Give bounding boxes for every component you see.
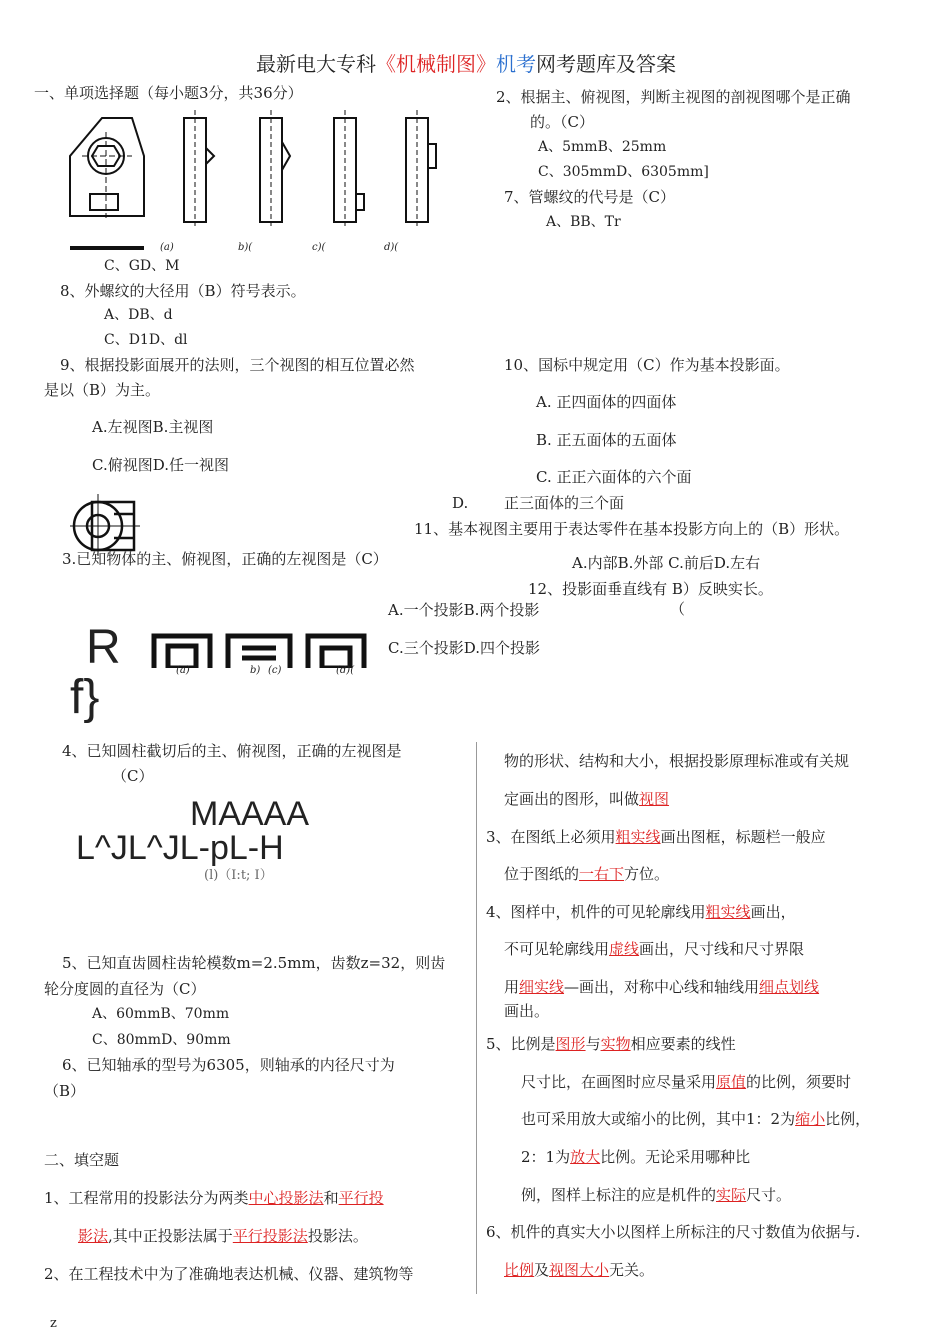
section-one-heading: 一、单项选择题（每小题3分，共36分） (34, 84, 303, 102)
page-title: 最新电大专科《机械制图》机考网考题库及答案 (256, 52, 676, 76)
fill-q4-line3: 用细实线—画出，对称中心线和轴线用细点划线 (504, 978, 820, 996)
q10-option-d-letter: D. (452, 494, 469, 512)
q10-option-a: A. 正四面体的四面体 (536, 393, 677, 411)
q10-option-d: 正三面体的三个面 (504, 494, 625, 512)
q10-option-b: B. 正五面体的五面体 (536, 431, 677, 449)
q9-line1: 9、根据投影面展开的法则，三个视图的相互位置必然 (60, 356, 415, 374)
q4-line1: 4、已知圆柱截切后的主、俯视图，正确的左视图是 (62, 742, 402, 760)
q8-option-a: A、DB、d (104, 307, 173, 323)
q7-option-a: A、BB、Tr (546, 214, 621, 230)
column-divider (476, 742, 477, 1294)
q12-option-c: C.三个投影D.四个投影 (388, 639, 540, 657)
q8-line1: 8、外螺纹的大径用（B）符号表示。 (60, 282, 306, 300)
q2-option-a: A、5mmB、25mm (538, 139, 667, 155)
q6-line1: 6、已知轴承的型号为6305，则轴承的内径尺寸为 (62, 1056, 395, 1074)
fig1-label-c: c)( (312, 242, 326, 253)
figure-q2-views (62, 108, 452, 258)
fig4-ocr-text-2: L^JL^JL-pL-H (76, 829, 284, 867)
q10-option-c: C. 正正六面体的六个面 (536, 468, 692, 486)
q9-option-c: C.俯视图D.任一视图 (92, 456, 229, 474)
fill-q2-line1: 2、在工程技术中为了准确地表达机械、仪器、建筑物等 (44, 1265, 414, 1283)
section-two-heading: 二、填空题 (44, 1151, 120, 1169)
fill-q5-line1: 5、比例是图形与实物相应要素的线性 (486, 1035, 736, 1053)
q6-line2: （B） (44, 1082, 86, 1100)
q12-paren: （ (670, 600, 686, 618)
q4-line2: （C） (112, 767, 154, 785)
q12-line1: 12、投影面垂直线有 B）反映实长。 (528, 580, 773, 598)
q11-options: A.内部B.外部 C.前后D.左右 (572, 554, 761, 572)
q1-option-c: C、GD、M (104, 258, 180, 274)
fill-q6-line2: 比例及视图大小无关。 (504, 1261, 655, 1279)
fig4-ocr-text-1: MAAAA (190, 795, 310, 833)
q9-option-a: A.左视图B.主视图 (92, 418, 214, 436)
fig1-label-a: (a) (160, 242, 174, 253)
figure-q3-views (70, 494, 142, 556)
q3-line1: 3.已知物体的主、俯视图，正确的左视图是（C） (62, 550, 388, 568)
q5-option-a: A、60mmB、70mm (92, 1006, 230, 1022)
fill-q3-line2: 位于图纸的一右下方位。 (504, 865, 670, 883)
fill-q4-line1: 4、图样中，机件的可见轮廓线用粗实线画出， (486, 903, 796, 921)
fill-q5-line4: 2：1为放大比例。无论采用哪种比 (521, 1148, 751, 1166)
fill-q5-line5: 例，图样上标注的应是机件的实际尺寸。 (521, 1186, 792, 1204)
footer-mark: z (50, 1316, 57, 1331)
fig3-label-d: (d)( (336, 665, 355, 676)
fig3-ocr-text-2: f} (70, 671, 100, 724)
fill-q5-line3: 也可采用放大或缩小的比例，其中1：2为缩小比例， (521, 1110, 871, 1128)
fill-q1-line1: 1、工程常用的投影法分为两类中心投影法和平行投 (44, 1189, 384, 1207)
q7-line1: 7、管螺纹的代号是（C） (504, 188, 676, 206)
q12-option-a: A.一个投影B.两个投影 (388, 601, 540, 619)
fig3-label-a: (a) (176, 665, 190, 676)
fill-q2-line3: 定画出的图形，叫做视图 (504, 790, 670, 808)
q10-line1: 10、国标中规定用（C）作为基本投影面。 (504, 356, 790, 374)
q11-line1: 11、基本视图主要用于表达零件在基本投影方向上的（B）形状。 (414, 520, 850, 538)
fig3-label-c: (c) (268, 665, 282, 676)
fill-q4-line2: 不可见轮廓线用虚线画出，尺寸线和尺寸界限 (504, 940, 805, 958)
q5-option-c: C、80mmD、90mm (92, 1032, 231, 1048)
fill-q2-line2: 物的形状、结构和大小，根据投影原理标准或有关规 (504, 752, 850, 770)
figure-q3-options (150, 632, 370, 668)
q2-option-c: C、305mmD、6305mm] (538, 164, 709, 180)
fill-q4-line4: 画出。 (504, 1002, 550, 1020)
fill-q6-line1: 6、机件的真实大小以图样上所标注的尺寸数值为依据与. (486, 1223, 861, 1241)
q5-line1: 5、已知直齿圆柱齿轮模数m=2.5mm，齿数z=32，则齿 (62, 954, 446, 972)
q9-line2: 是以（B）为主。 (44, 381, 161, 399)
q2-line1: 2、根据主、俯视图，判断主视图的剖视图哪个是正确 (496, 88, 851, 106)
q5-line2: 轮分度圆的直径为（C） (44, 980, 206, 998)
fig3-label-b: b) (250, 665, 261, 676)
fill-q3-line1: 3、在图纸上必须用粗实线画出图框，标题栏一般应 (486, 828, 826, 846)
fig1-label-d: d)( (384, 242, 399, 253)
fill-q5-line2: 尺寸比，在画图时应尽量采用原值的比例，须要时 (521, 1073, 852, 1091)
fig1-label-b: b)( (238, 242, 253, 253)
fill-q1-line2: 影法,其中正投影法属于平行投影法投影法。 (78, 1227, 368, 1245)
fig3-ocr-text-1: R (86, 621, 121, 674)
q8-option-c: C、D1D、dl (104, 332, 188, 348)
fig4-ocr-text-3: (l)（I:t; I） (204, 868, 273, 883)
q2-line2: 的。（C） (530, 113, 594, 131)
